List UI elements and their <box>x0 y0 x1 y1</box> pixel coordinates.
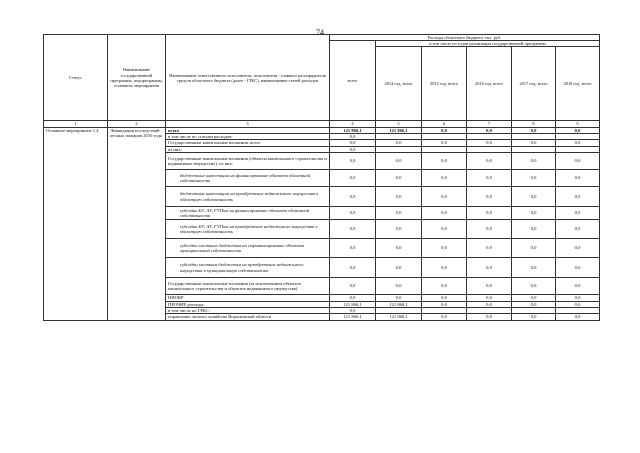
value-cell: 0,0 <box>330 258 376 278</box>
value-cell: 0,0 <box>422 220 467 239</box>
row-label: Государственные капитальные вложения (объекты капитального строительства и недвижимое имущество), из них: <box>166 153 330 170</box>
value-cell: 0,0 <box>467 258 512 278</box>
row-label: всего <box>166 127 330 133</box>
column-number: 3 <box>166 121 330 127</box>
value-cell: 0,0 <box>512 220 556 239</box>
value-cell: 0,0 <box>376 295 422 301</box>
value-cell: 0,0 <box>422 295 467 301</box>
value-cell: 0,0 <box>512 170 556 187</box>
value-cell: 0,0 <box>422 258 467 278</box>
header-year-2016: 2016 год, всего <box>467 47 512 121</box>
column-number: 2 <box>108 121 166 127</box>
table-body <box>44 127 600 320</box>
row-label: субсидии местным бюджетам на приобретение недвижимого имущества в муниципальную собственность <box>166 258 330 278</box>
value-cell: 0,0 <box>467 295 512 301</box>
value-cell: 0,0 <box>330 187 376 207</box>
header-year-2015: 2015 год, всего <box>422 47 467 121</box>
value-cell: 0,0 <box>422 314 467 320</box>
value-cell: 0,0 <box>422 170 467 187</box>
value-cell: 121 866,1 <box>376 314 422 320</box>
value-cell: 0,0 <box>330 133 376 139</box>
value-cell: 0,0 <box>512 278 556 295</box>
value-cell: 0,0 <box>422 153 467 170</box>
value-cell: 0,0 <box>556 258 600 278</box>
value-cell: 0,0 <box>330 308 376 314</box>
value-cell: 0,0 <box>512 153 556 170</box>
value-cell: 0,0 <box>467 207 512 220</box>
row-label: управление лесного хозяйства Воронежской области <box>166 314 330 320</box>
value-cell: 0,0 <box>376 187 422 207</box>
row-label: ПРОЧИЕ расходы <box>166 301 330 307</box>
header-year-2014: 2014 год, всего <box>376 47 422 121</box>
value-cell: 0,0 <box>376 170 422 187</box>
value-cell: 0,0 <box>556 239 600 258</box>
value-cell: 0,0 <box>512 187 556 207</box>
row-label: в том числе по ГРБС: <box>166 308 330 314</box>
value-cell: 0,0 <box>467 314 512 320</box>
value-cell: 0,0 <box>556 140 600 146</box>
value-cell: 0,0 <box>467 301 512 307</box>
value-cell: 0,0 <box>467 187 512 207</box>
column-number: 6 <box>422 121 467 127</box>
value-cell: 0,0 <box>330 146 376 152</box>
value-cell: 0,0 <box>467 170 512 187</box>
value-cell: 0,0 <box>556 220 600 239</box>
value-cell: 0,0 <box>512 301 556 307</box>
value-cell: 0,0 <box>467 220 512 239</box>
value-cell: 0,0 <box>556 153 600 170</box>
value-cell: 0,0 <box>467 127 512 133</box>
value-cell: 0,0 <box>330 207 376 220</box>
value-cell: 0,0 <box>422 278 467 295</box>
row-label: субсидии БУ, АУ, ГУПам на приобретение недвижимого имущества в областную собственность <box>166 220 330 239</box>
value-cell: 0,0 <box>512 258 556 278</box>
value-cell: 0,0 <box>467 153 512 170</box>
column-number: 1 <box>44 121 108 127</box>
value-cell: 0,0 <box>512 207 556 220</box>
value-cell: 121 866,1 <box>330 127 376 133</box>
value-cell: 0,0 <box>467 278 512 295</box>
row-label: из них: <box>166 146 330 152</box>
value-cell: 0,0 <box>512 140 556 146</box>
value-cell: 0,0 <box>556 207 600 220</box>
row-label: в том числе по статьям расходов: <box>166 133 330 139</box>
value-cell: 0,0 <box>376 258 422 278</box>
value-cell: 0,0 <box>330 278 376 295</box>
row-label: субсидии БУ, АУ, ГУПам на финансирование объектов областной собственности <box>166 207 330 220</box>
header-year-2017: 2017 год, всего <box>512 47 556 121</box>
header-status: Статус <box>44 35 108 121</box>
column-number: 7 <box>467 121 512 127</box>
header-expenses-title: Расходы областного бюджета, тыс. руб. <box>330 35 600 41</box>
value-cell: 0,0 <box>512 127 556 133</box>
value-cell: 0,0 <box>376 207 422 220</box>
value-cell: 0,0 <box>330 140 376 146</box>
status-cell: Основное мероприятие 1.4 <box>44 127 108 320</box>
value-cell: 0,0 <box>422 301 467 307</box>
value-cell: 0,0 <box>467 140 512 146</box>
header-year-2018: 2018 год, всего <box>556 47 600 121</box>
header-total: всего <box>330 41 376 121</box>
value-cell: 0,0 <box>512 314 556 320</box>
row-label: бюджетные инвестиции на финансирование объектов областной собственности <box>166 170 330 187</box>
value-cell: 0,0 <box>376 153 422 170</box>
value-cell: 0,0 <box>376 220 422 239</box>
value-cell: 0,0 <box>330 239 376 258</box>
value-cell: 121 866,1 <box>376 301 422 307</box>
value-cell: 0,0 <box>512 239 556 258</box>
column-number: 4 <box>330 121 376 127</box>
column-number: 5 <box>376 121 422 127</box>
program-name-cell: Ликвидация последствий лесных пожаров 2010 года <box>108 127 166 320</box>
value-cell: 0,0 <box>376 239 422 258</box>
value-cell: 0,0 <box>422 140 467 146</box>
row-label: НИОКР <box>166 295 330 301</box>
value-cell: 0,0 <box>422 207 467 220</box>
value-cell: 0,0 <box>556 295 600 301</box>
value-cell: 0,0 <box>422 239 467 258</box>
row-label: бюджетные инвестиции на приобретение недвижимого имущества в областную собственность <box>166 187 330 207</box>
value-cell: 0,0 <box>556 278 600 295</box>
column-number: 9 <box>556 121 600 127</box>
value-cell: 0,0 <box>330 170 376 187</box>
header-by-years: в том числе по годам реализации государственной программы <box>376 41 600 47</box>
column-number: 8 <box>512 121 556 127</box>
value-cell: 0,0 <box>330 295 376 301</box>
value-cell: 0,0 <box>556 314 600 320</box>
value-cell: 0,0 <box>467 239 512 258</box>
value-cell: 0,0 <box>330 153 376 170</box>
row-label: Государственные капитальные вложения, всего <box>166 140 330 146</box>
value-cell: 0,0 <box>376 140 422 146</box>
header-executor: Наименование ответственного исполнителя, исполнителя - главного распорядителя средств областного бюджета (далее - ГРБС), наименование статей расходов <box>166 35 330 121</box>
budget-table <box>43 34 600 321</box>
value-cell: 0,0 <box>422 127 467 133</box>
value-cell: 121 866,1 <box>330 301 376 307</box>
value-cell: 0,0 <box>556 170 600 187</box>
value-cell: 0,0 <box>330 220 376 239</box>
value-cell: 0,0 <box>556 127 600 133</box>
value-cell: 0,0 <box>376 278 422 295</box>
page-number: 74 <box>316 28 324 37</box>
header-program-name: Наименование государственной программы, подпрограммы, основного мероприятия <box>108 35 166 121</box>
value-cell: 0,0 <box>556 187 600 207</box>
value-cell: 0,0 <box>556 301 600 307</box>
row-label: субсидии местным бюджетам на софинансирование объектов муниципальной собственности <box>166 239 330 258</box>
value-cell: 121 866,1 <box>376 127 422 133</box>
row-label: Государственные капитальные вложения (за исключением объектов капитального строительства и объектов недвижимого имущества) <box>166 278 330 295</box>
value-cell: 0,0 <box>512 295 556 301</box>
value-cell: 121 866,1 <box>330 314 376 320</box>
value-cell: 0,0 <box>422 187 467 207</box>
